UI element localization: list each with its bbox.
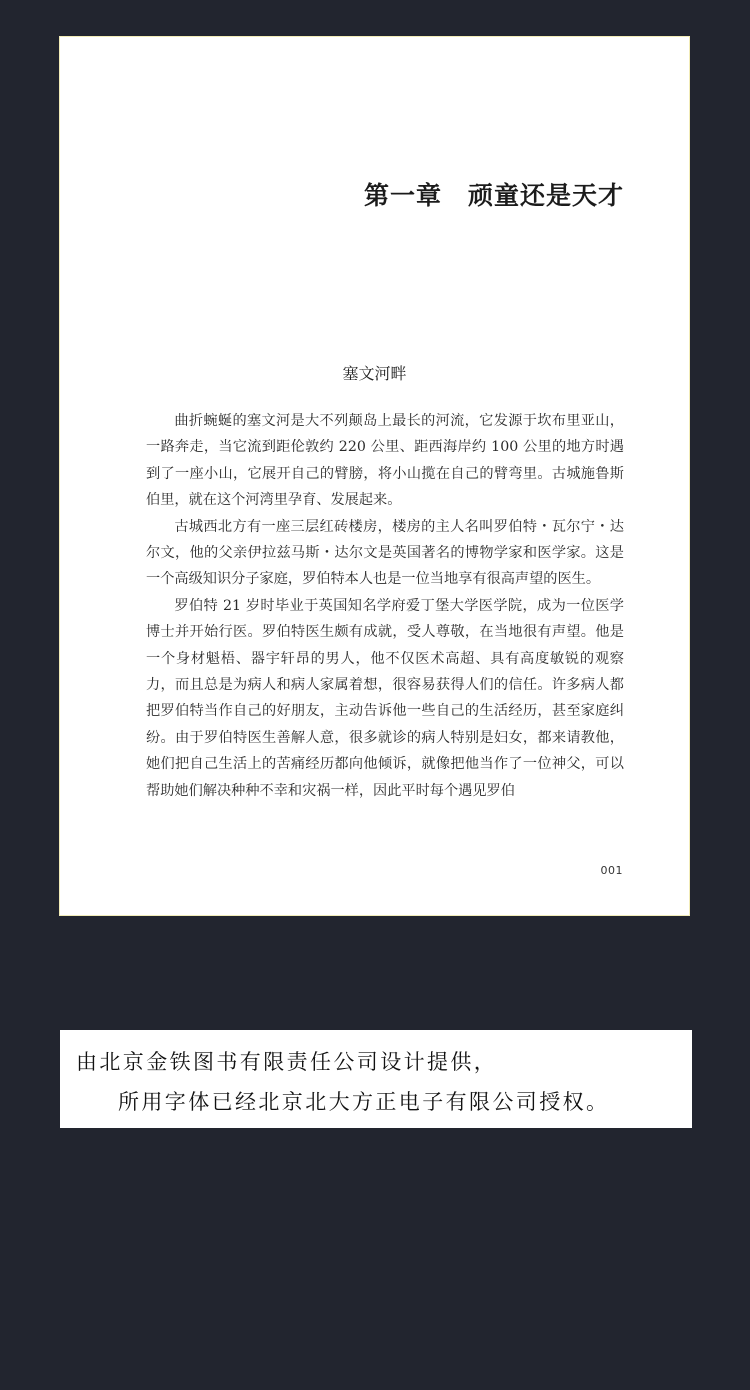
paragraph: 古城西北方有一座三层红砖楼房，楼房的主人名叫罗伯特・瓦尔宁・达尔文，他的父亲伊拉兹马斯・达尔文是英国著名的博物学家和医学家。这是一个高级知识分子家庭，罗伯特本人也是一位当地享有很高声望的医生。 [146, 518, 624, 588]
paragraph: 罗伯特 21 岁时毕业于英国知名学府爱丁堡大学医学院，成为一位医学博士并开始行医。罗伯特医生颇有成就，受人尊敬，在当地很有声望。他是一个身材魁梧、器宇轩昂的男人，他不仅医术高超、具有高度敏锐的观察力，而且总是为病人和病人家属着想，很容易获得人们的信任。许多病人都把罗伯特当作自己的好朋友，主动告诉他一些自己的生活经历，甚至家庭纠纷。由于罗伯特医生善解人意，很多就诊的病人特别是妇女，都来请教他，她们把自己生活上的苦痛经历都向他倾诉，就像把他当作了一位神父，可以帮助她们解决种种不幸和灾祸一样，因此平时每个遇见罗伯 [146, 597, 624, 799]
notice-line-2: 所用字体已经北京北大方正电子有限公司授权。 [118, 1090, 610, 1114]
paragraph: 曲折蜿蜒的塞文河是大不列颠岛上最长的河流，它发源于坎布里亚山，一路奔走，当它流到距伦敦约 220 公里、距西海岸约 100 公里的地方时遇到了一座小山，它展开自己的臂膀，将小山揽在自己的臂弯里。古城施鲁斯伯里，就在这个河湾里孕育、发展起来。 [146, 413, 624, 509]
chapter-title: 第一章 顽童还是天才 [363, 181, 624, 210]
book-page [59, 36, 690, 916]
section-title: 塞文河畔 [342, 364, 407, 383]
notice-line-1: 由北京金铁图书有限责任公司设计提供， [76, 1050, 498, 1074]
page-number: 001 [600, 864, 623, 877]
copyright-notice [60, 1030, 692, 1128]
body-text [146, 408, 624, 804]
